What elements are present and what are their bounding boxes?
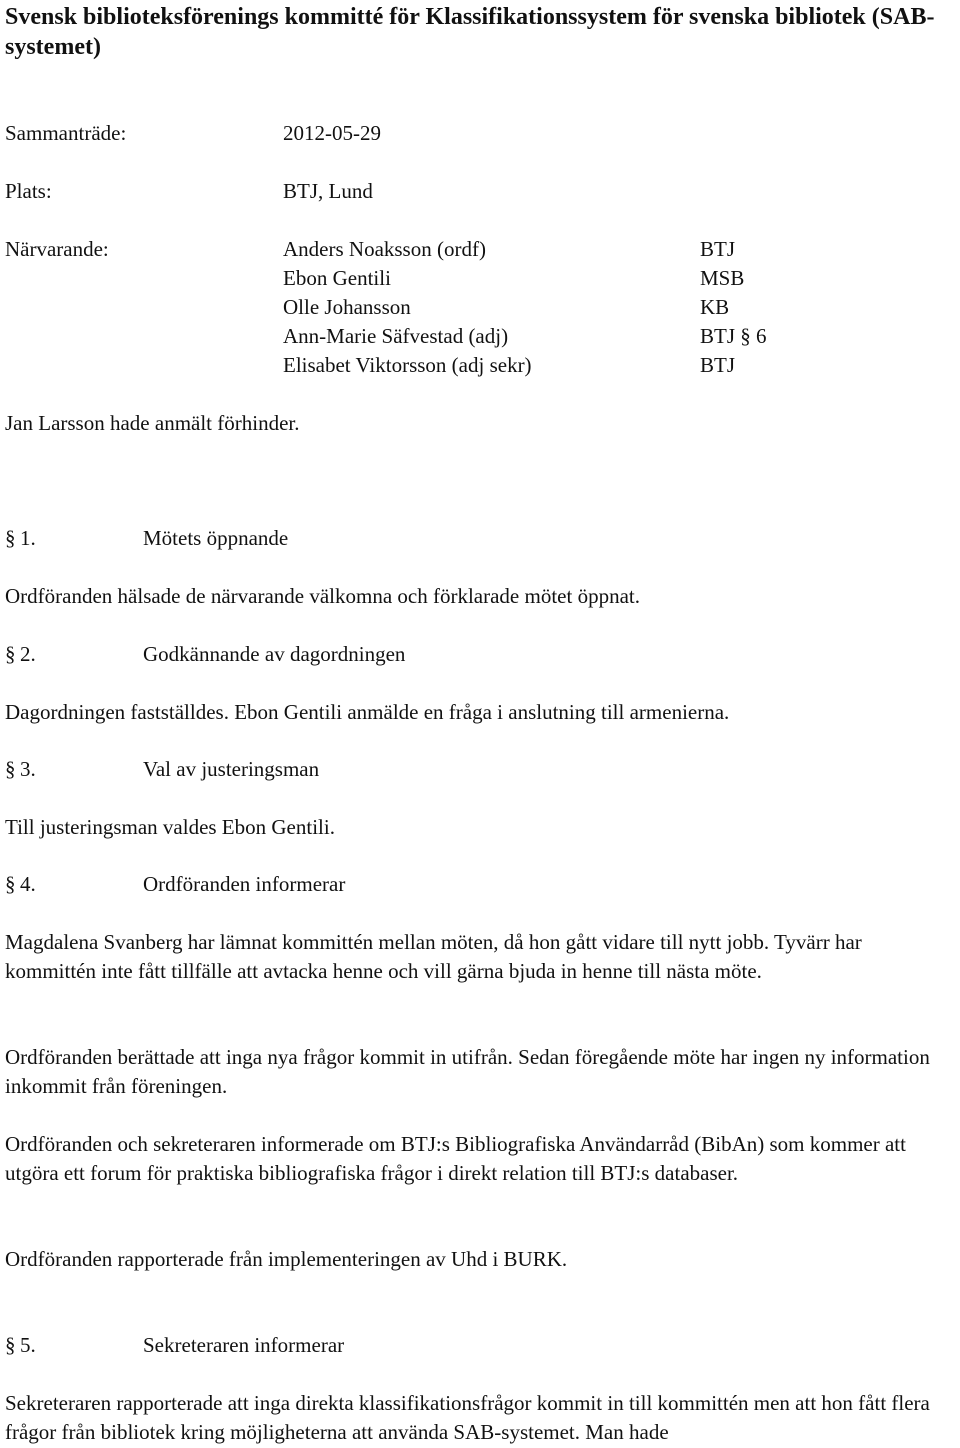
section-number: 3. <box>20 757 36 781</box>
section-2-paragraph: Dagordningen fastställdes. Ebon Gentili anmälde en fråga i anslutning till armenierna. <box>5 700 730 724</box>
section-symbol: § <box>5 1333 16 1357</box>
section-title: Mötets öppnande <box>143 526 289 550</box>
attendee-org: MSB <box>700 266 745 290</box>
attendee-name: Elisabet Viktorsson (adj sekr) <box>283 353 532 377</box>
attendee-name: Ann-Marie Säfvestad (adj) <box>283 324 509 348</box>
section-symbol: § <box>5 757 16 781</box>
section-4-paragraph: Ordföranden berättade att inga nya frågor kommit in utifrån. Sedan föregående möte har ingen ny information inkommit från föreningen. <box>5 1045 930 1098</box>
section-4-paragraph: Magdalena Svanberg har lämnat kommittén mellan möten, då hon gått vidare till nytt jobb. Tyvärr har kommittén inte fått tillfälle att avtacka henne och vill gärna bjuda in henne till nästa möte. <box>5 930 862 983</box>
section-number: 5. <box>20 1333 36 1357</box>
attendees-label: Närvarande: <box>5 237 109 261</box>
section-number: 2. <box>20 642 36 666</box>
attendee-name: Olle Johansson <box>283 295 411 319</box>
meeting-date-label: Sammanträde: <box>5 121 127 145</box>
attendee-name: Anders Noaksson (ordf) <box>283 237 486 261</box>
section-title: Val av justeringsman <box>143 757 320 781</box>
attendee-org: BTJ <box>700 237 736 261</box>
section-symbol: § <box>5 872 16 896</box>
section-4-paragraph: Ordföranden rapporterade från implementeringen av Uhd i BURK. <box>5 1247 568 1271</box>
meeting-place-value: BTJ, Lund <box>283 179 373 203</box>
section-5-paragraph: Sekreteraren rapporterade att inga direkta klassifikationsfrågor kommit in till kommittén men att hon fått flera frågor från bibliotek kring möjligheterna att använda SAB-systemet. Man hade <box>5 1391 930 1444</box>
meeting-place-label: Plats: <box>5 179 52 203</box>
attendee-org: BTJ § 6 <box>700 324 767 348</box>
section-number: 1. <box>20 526 36 550</box>
absent-note: Jan Larsson hade anmält förhinder. <box>5 411 300 435</box>
section-title: Ordföranden informerar <box>143 872 346 896</box>
section-1-paragraph: Ordföranden hälsade de närvarande välkomna och förklarade mötet öppnat. <box>5 584 640 608</box>
section-symbol: § <box>5 642 16 666</box>
section-symbol: § <box>5 526 16 550</box>
meeting-date-value: 2012-05-29 <box>283 121 381 145</box>
section-4-paragraph: Ordföranden och sekreteraren informerade om BTJ:s Bibliografiska Användarråd (BibAn) som kommer att utgöra ett forum för praktiska bibliografiska frågor i direkt relation till BTJ:s databaser. <box>5 1132 906 1185</box>
attendee-name: Ebon Gentili <box>283 266 391 290</box>
attendee-org: BTJ <box>700 353 736 377</box>
section-3-paragraph: Till justeringsman valdes Ebon Gentili. <box>5 815 335 839</box>
section-title: Sekreteraren informerar <box>143 1333 345 1357</box>
attendee-org: KB <box>700 295 730 319</box>
section-number: 4. <box>20 872 36 896</box>
section-title: Godkännande av dagordningen <box>143 642 406 666</box>
document-title: Svensk biblioteksförenings kommitté för Klassifikationssystem för svenska bibliotek (SAB-systemet) <box>5 4 935 60</box>
